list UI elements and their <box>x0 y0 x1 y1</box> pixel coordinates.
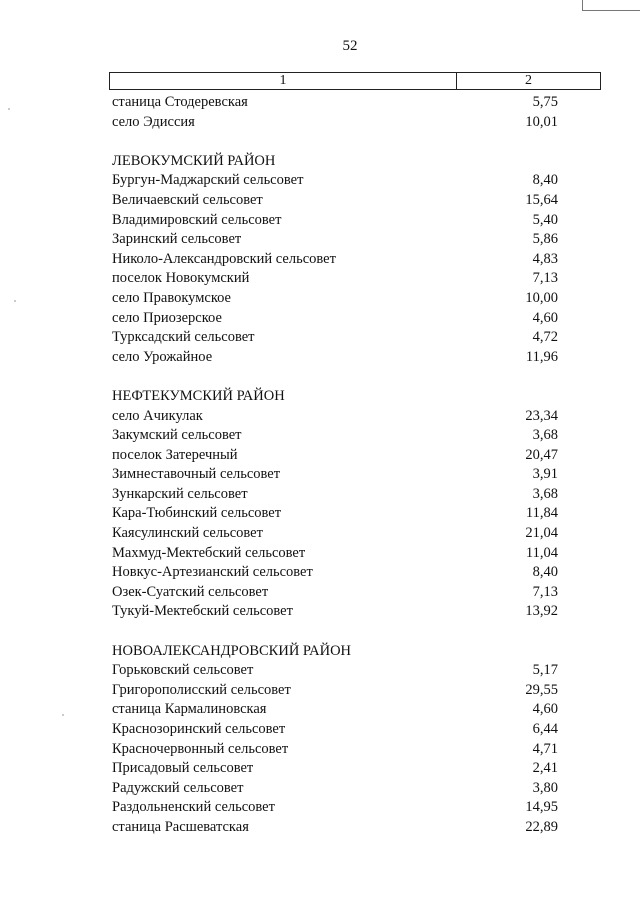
header-column-1: 1 <box>110 73 457 89</box>
municipality-name: Закумский сельсовет <box>112 427 242 444</box>
municipality-value: 8,40 <box>532 564 558 581</box>
municipality-name: Зункарский сельсовет <box>112 485 248 502</box>
municipality-value: 4,71 <box>532 740 558 757</box>
table-header <box>109 72 601 90</box>
municipality-value: 23,34 <box>525 407 558 424</box>
municipality-name: Зимнеставочный сельсовет <box>112 466 281 483</box>
municipality-name: Новкус-Артезианский сельсовет <box>112 564 313 581</box>
table-row <box>112 504 558 524</box>
municipality-name: село Правокумское <box>112 289 231 306</box>
table-row <box>112 661 558 681</box>
municipality-name: Каясулинский сельсовет <box>112 525 263 542</box>
municipality-value: 3,68 <box>532 485 558 502</box>
municipality-value: 3,68 <box>532 427 558 444</box>
municipality-name: Присадовый сельсовет <box>112 760 254 777</box>
municipality-name: Турксадский сельсовет <box>112 329 255 346</box>
table-row <box>112 446 558 466</box>
table-row <box>112 250 558 270</box>
table-row <box>112 798 558 818</box>
municipality-value: 4,83 <box>532 250 558 267</box>
table-row <box>112 171 558 191</box>
municipality-value: 7,13 <box>532 270 558 287</box>
municipality-value: 4,60 <box>532 309 558 326</box>
municipality-name: поселок Новокумский <box>112 270 250 287</box>
municipality-value: 14,95 <box>525 799 558 816</box>
district-sections <box>112 152 558 838</box>
municipality-name: село Эдиссия <box>112 113 195 130</box>
municipality-value: 7,13 <box>532 583 558 600</box>
municipality-name: село Урожайное <box>112 348 213 365</box>
table-row <box>112 700 558 720</box>
municipality-value: 20,47 <box>525 446 558 463</box>
table-row <box>112 426 558 446</box>
municipality-name: Владимировский сельсовет <box>112 211 282 228</box>
municipality-value: 11,04 <box>525 544 558 561</box>
municipality-name: Тукуй-Мектебский сельсовет <box>112 603 293 620</box>
municipality-name: станица Кармалиновская <box>112 701 267 718</box>
municipality-value: 11,84 <box>525 505 558 522</box>
table-row <box>112 407 558 427</box>
district-section <box>112 152 558 368</box>
municipality-value: 2,41 <box>532 760 558 777</box>
municipality-name: Величаевский сельсовет <box>112 191 263 208</box>
municipality-value: 22,89 <box>525 818 558 835</box>
table-row <box>112 720 558 740</box>
table-row <box>112 113 558 133</box>
table-row <box>112 779 558 799</box>
table-row <box>112 309 558 329</box>
municipality-value: 15,64 <box>525 191 558 208</box>
municipality-value: 13,92 <box>525 603 558 620</box>
municipality-value: 6,44 <box>532 721 558 737</box>
page-number: 52 <box>342 38 358 54</box>
table-row <box>112 740 558 760</box>
intro-rows <box>112 93 558 132</box>
municipality-name: Озек-Суатский сельсовет <box>112 583 269 600</box>
municipality-value: 5,86 <box>532 231 558 248</box>
table-row <box>112 485 558 505</box>
table-row <box>112 602 558 622</box>
municipality-name: Николо-Александровский сельсовет <box>112 250 336 267</box>
municipality-name: Кара-Тюбинский сельсовет <box>112 505 282 522</box>
table-row <box>112 759 558 779</box>
table-row <box>112 544 558 564</box>
municipality-name: Махмуд-Мектебский сельсовет <box>112 544 306 561</box>
table-row <box>112 328 558 348</box>
table-row <box>112 230 558 250</box>
municipality-value: 5,17 <box>532 662 558 679</box>
municipality-name: Бургун-Маджарский сельсовет <box>112 172 304 189</box>
district-title: НЕФТЕКУМСКИЙ РАЙОН <box>112 387 285 404</box>
table-row <box>112 681 558 701</box>
scan-margin-speck <box>8 108 10 110</box>
table-row <box>112 289 558 309</box>
municipality-value: 3,80 <box>532 779 558 796</box>
district-title: ЛЕВОКУМСКИЙ РАЙОН <box>112 152 276 169</box>
table-row <box>112 465 558 485</box>
municipality-value: 29,55 <box>525 681 558 698</box>
district-section <box>112 642 558 838</box>
table-row <box>112 93 558 113</box>
municipality-value: 4,72 <box>532 329 558 346</box>
municipality-name: Радужский сельсовет <box>112 779 244 796</box>
table-row <box>112 524 558 544</box>
municipality-value: 8,40 <box>532 172 558 189</box>
municipality-value: 10,01 <box>525 113 558 130</box>
scan-margin-speck <box>14 300 16 302</box>
table-row <box>112 583 558 603</box>
municipality-name: поселок Затеречный <box>112 446 238 463</box>
municipality-value: 3,91 <box>532 466 558 483</box>
municipality-value: 5,75 <box>532 94 558 110</box>
municipality-name: село Приозерское <box>112 309 222 326</box>
municipality-name: станица Расшеватская <box>112 818 249 835</box>
municipality-value: 4,60 <box>532 701 558 718</box>
municipality-value: 21,04 <box>525 525 558 542</box>
table-row <box>112 211 558 231</box>
municipality-name: Григорополисский сельсовет <box>112 681 291 698</box>
header-column-2: 2 <box>525 73 532 88</box>
municipality-name: Заринский сельсовет <box>112 231 242 248</box>
table-row <box>112 563 558 583</box>
table-row <box>112 191 558 211</box>
scan-corner-mark <box>582 0 640 11</box>
municipality-name: Краснозоринский сельсовет <box>112 721 286 737</box>
municipality-name: Раздольненский сельсовет <box>112 799 275 816</box>
district-section <box>112 387 558 622</box>
document-body <box>112 93 558 838</box>
municipality-name: станица Стодеревская <box>112 94 248 110</box>
district-title: НОВОАЛЕКСАНДРОВСКИЙ РАЙОН <box>112 642 352 659</box>
municipality-value: 10,00 <box>525 289 558 306</box>
municipality-name: Горьковский сельсовет <box>112 662 254 679</box>
municipality-name: Красночервонный сельсовет <box>112 740 289 757</box>
municipality-value: 5,40 <box>532 211 558 228</box>
municipality-name: село Ачикулак <box>112 407 203 424</box>
scan-margin-speck <box>62 714 64 716</box>
table-row <box>112 269 558 289</box>
municipality-value: 11,96 <box>525 348 558 365</box>
table-row <box>112 348 558 368</box>
table-row <box>112 818 558 838</box>
